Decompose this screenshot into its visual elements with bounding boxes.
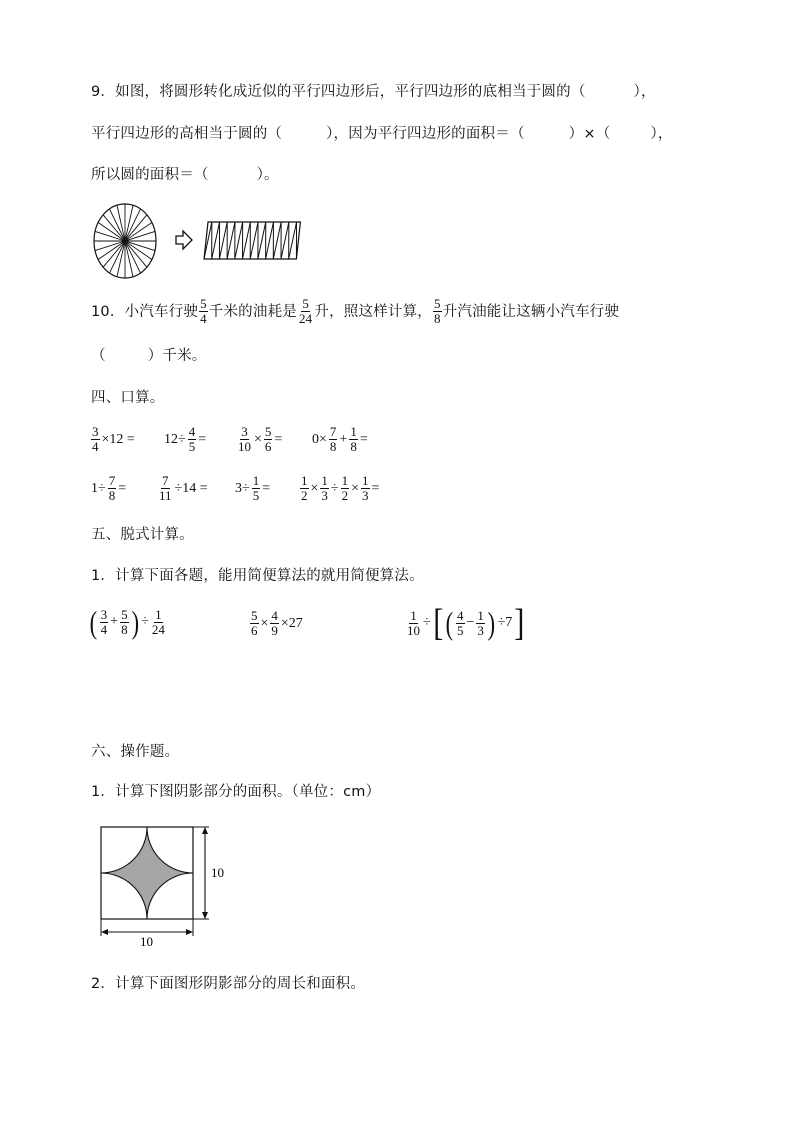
section6-title: 六、操作题。	[91, 744, 180, 760]
oral-calc-6: $\frac{7}{11}$ ÷14 =	[159, 473, 208, 503]
calc-expression-2: $\frac{5}{6}$ × $\frac{4}{9}$ ×27	[251, 608, 303, 638]
q9-line3: 所以圆的面积＝（ ）。	[91, 167, 279, 183]
oral-calc-4: 0× $\frac{7}{8}$ + $\frac{1}{8}$ =	[312, 424, 368, 454]
center-dot	[123, 239, 127, 243]
arrow-down-icon	[202, 912, 208, 919]
approx-parallelogram	[204, 222, 300, 259]
section6-q2: 2．计算下面图形阴影部分的周长和面积。	[91, 976, 366, 992]
zigzag-strips	[204, 222, 297, 259]
oral-calc-8: $\frac{1}{2}$ × $\frac{1}{3}$ ÷ $\frac{1}{2}$ × $\frac{1}{3}$ =	[301, 473, 380, 503]
sector-circle	[94, 204, 156, 278]
shaded-square-figure	[95, 820, 235, 955]
calc-expression-3: $\frac{1}{10}$ ÷ [ ( $\frac{4}{5}$ − $\frac{1}{3}$ ) ÷7 ]	[407, 602, 525, 644]
fraction: $\frac{5}{8}$	[433, 296, 441, 326]
section5-title: 五、脱式计算。	[91, 527, 194, 543]
arrow-left-icon	[101, 929, 108, 935]
oral-calc-1: $\frac{3}{4}$ ×12 =	[92, 424, 135, 454]
q9-line1: 9．如图，将圆形转化成近似的平行四边形后，平行四边形的底相当于圆的（ ），	[91, 84, 656, 100]
oral-calc-3: $\frac{3}{10}$ × $\frac{5}{6}$ =	[238, 424, 283, 454]
arrow-up-icon	[202, 827, 208, 834]
fraction: $\frac{5}{4}$	[200, 296, 207, 326]
dimension-label-right: 10	[211, 865, 224, 880]
arrow-right-icon	[186, 929, 193, 935]
oral-calc-2: 12÷ $\frac{4}{5}$ =	[164, 424, 207, 454]
arrow-icon	[176, 231, 192, 249]
q9-line2: 平行四边形的高相当于圆的（ ），因为平行四边形的面积＝（ ）×（ ），	[91, 126, 673, 142]
q10-line2: （ ）千米。	[91, 348, 207, 364]
q10-line1: 10．小汽车行驶 $\frac{5}{4}$ 千米的油耗是 $\frac{5}{24}$ 升，照这样计算， $\frac{5}{8}$ 升汽油能让这辆小汽车行驶	[91, 296, 620, 326]
fraction: $\frac{5}{24}$	[298, 296, 313, 326]
dimension-label-bottom: 10	[140, 934, 153, 949]
calc-expression-1: ( $\frac{3}{4}$ + $\frac{5}{8}$ ) ÷ $\frac{1}{24}$	[89, 604, 165, 640]
section6-q1: 1．计算下图阴影部分的面积。（单位：cm）	[91, 784, 381, 800]
section5-q1: 1．计算下面各题，能用简便算法的就用简便算法。	[91, 568, 424, 584]
oral-calc-5: 1÷ $\frac{7}{8}$ =	[91, 473, 127, 503]
oral-calc-7: 3÷ $\frac{1}{5}$ =	[235, 473, 271, 503]
circle-to-parallelogram-figure	[90, 200, 330, 280]
section4-title: 四、口算。	[91, 390, 165, 406]
